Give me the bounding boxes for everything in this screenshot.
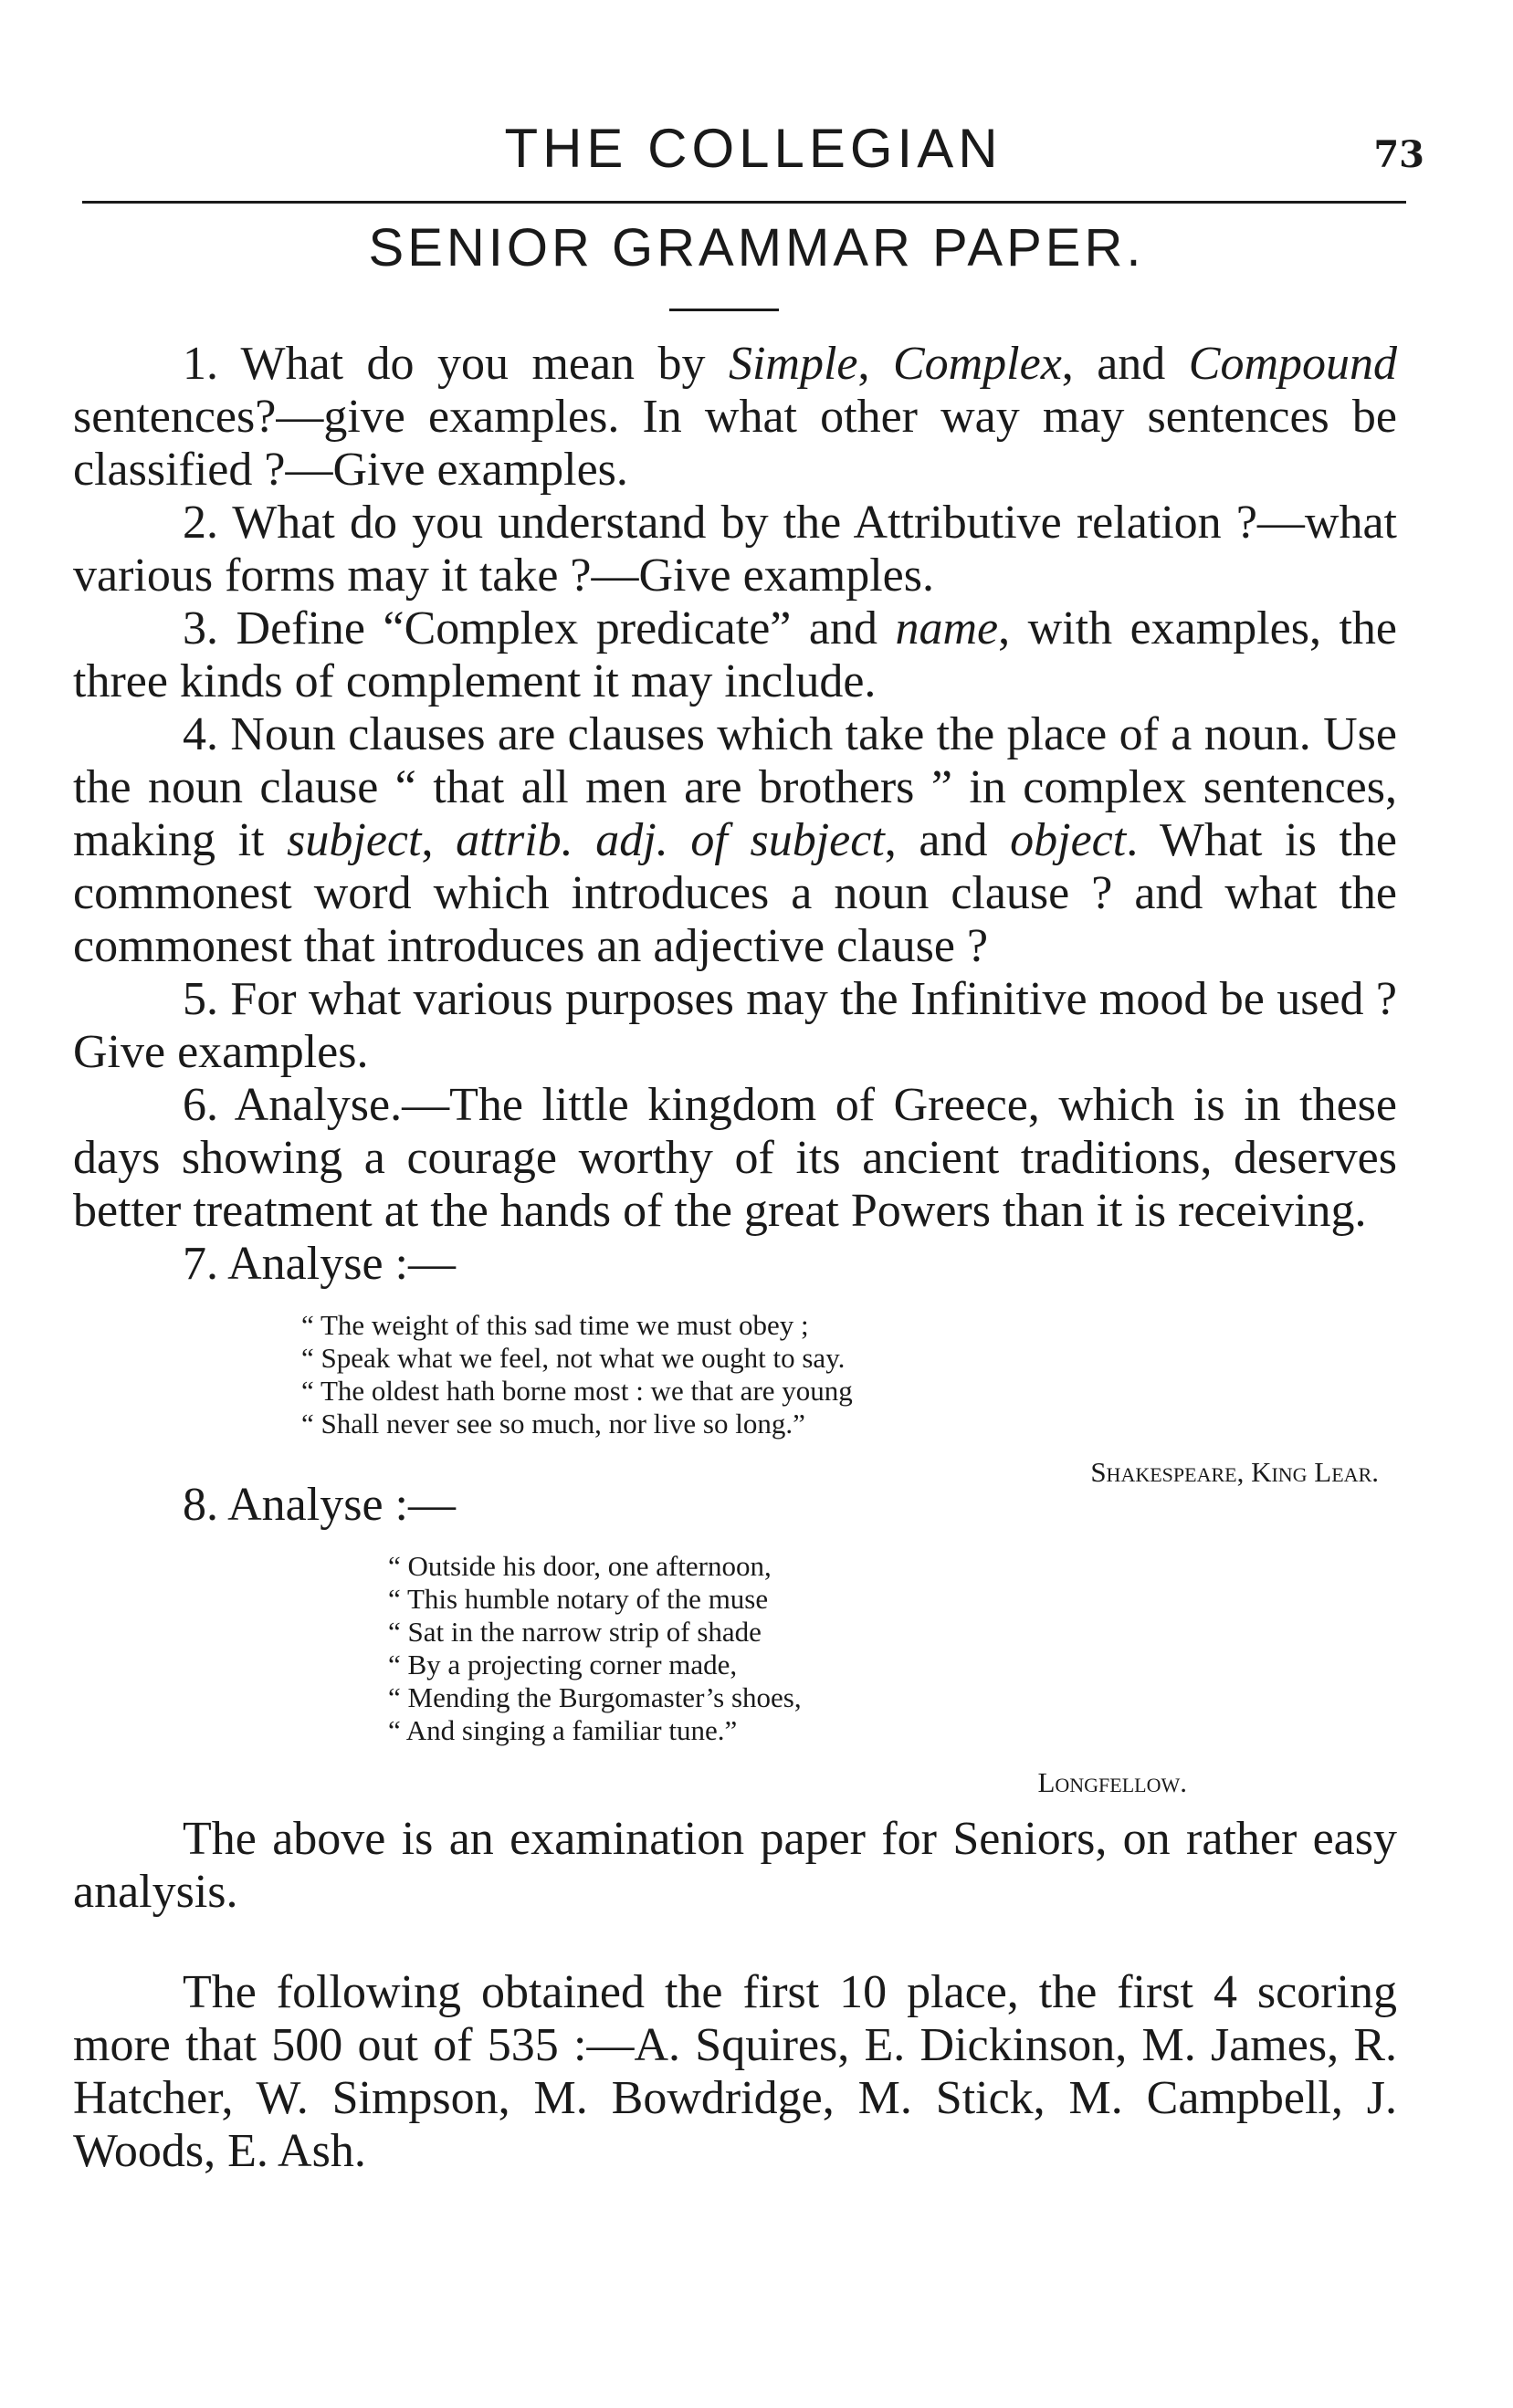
question-4-term-object: object <box>1010 814 1127 866</box>
title-rule <box>669 309 779 311</box>
verse-line: “ Mending the Burgomaster’s shoes, <box>388 1681 802 1713</box>
verse-longfellow <box>73 1550 1397 1747</box>
question-3-text-a: 3. Define “Complex predicate” and <box>183 602 896 654</box>
question-3-text-b: , with examples, the three kinds of complement it may include. <box>73 602 1397 707</box>
verse-line: “ And singing a familiar tune.” <box>388 1714 738 1746</box>
question-1-term-simple: Simple <box>728 338 858 390</box>
running-head <box>82 117 1424 190</box>
question-6: 6. Analyse.—The little kingdom of Greece, which is in these days showing a courage worthy of its ancient traditions, deserves better treatment at the hands of the great Powers than it is receiving. <box>73 1079 1397 1237</box>
closing-paragraph-1: The above is an examination paper for Seniors, on rather easy analysis. <box>73 1813 1397 1918</box>
question-4-text-a: 4. Noun clauses are clauses which take the place of a noun. Use the noun clause “ that all men are brothers ” in complex sentences, making it <box>73 708 1397 866</box>
question-5: 5. For what various purposes may the Infinitive mood be used ? Give examples. <box>73 973 1397 1078</box>
header-rule <box>82 201 1406 204</box>
question-8: 8. Analyse :— <box>183 1479 456 1531</box>
question-4-term-subject: subject <box>287 814 422 866</box>
running-title: THE COLLEGIAN <box>504 118 1003 179</box>
verse-line: “ The weight of this sad time we must obey ; <box>301 1309 809 1341</box>
question-2: 2. What do you understand by the Attributive relation ?—what various forms may it take ?—Give examples. <box>73 497 1397 602</box>
verse-line: “ Outside his door, one afternoon, <box>388 1550 772 1582</box>
question-4-term-attrib: attrib. adj. of subject <box>456 814 885 866</box>
verse-line: “ Sat in the narrow strip of shade <box>388 1616 762 1648</box>
question-3-term-name: name <box>895 602 999 654</box>
verse-line: “ Shall never see so much, nor live so long.” <box>301 1408 805 1440</box>
question-4-text-c: , and <box>884 814 1011 866</box>
question-4-text-d: . What is the commonest word which introduces a noun clause ? and what the commonest that introduces an adjective clause ? <box>73 814 1397 972</box>
question-1-text-d: sentences?—give examples. In what other way may sentences be classified ?—Give examples. <box>73 391 1397 496</box>
question-1-term-compound: Compound <box>1188 338 1398 390</box>
verse-line: “ The oldest hath borne most : we that are young <box>301 1375 853 1407</box>
page-number: 73 <box>1373 133 1424 176</box>
verse-line: “ By a projecting corner made, <box>388 1649 738 1680</box>
attribution-shakespeare: Shakespeare, King Lear. <box>1090 1456 1379 1488</box>
question-1 <box>73 338 1397 497</box>
paper-title: SENIOR GRAMMAR PAPER. <box>368 218 1145 277</box>
question-7: 7. Analyse :— <box>183 1238 456 1290</box>
question-3 <box>73 602 1397 708</box>
verse-king-lear <box>73 1309 1397 1440</box>
verse-line: “ Speak what we feel, not what we ought to say. <box>301 1342 846 1374</box>
question-1-term-complex: Complex <box>892 338 1062 390</box>
verse-line: “ This humble notary of the muse <box>388 1583 769 1615</box>
question-4 <box>73 708 1397 973</box>
question-1-text-a: 1. What do you mean by <box>183 338 729 390</box>
exam-body <box>73 338 1397 2225</box>
attribution-longfellow: Longfellow. <box>1037 1766 1187 1798</box>
question-1-text-b: , <box>857 338 893 390</box>
closing-paragraph-2: The following obtained the first 10 place, the first 4 scoring more that 500 out of 535 :—A. Squires, E. Dickinson, M. James, R. Hatcher, W. Simpson, M. Bowdridge, M. Stick, M. Campbell, J. Woods, E. Ash. <box>73 1966 1397 2177</box>
question-4-text-b: , <box>421 814 457 866</box>
question-1-text-c: , and <box>1061 338 1189 390</box>
